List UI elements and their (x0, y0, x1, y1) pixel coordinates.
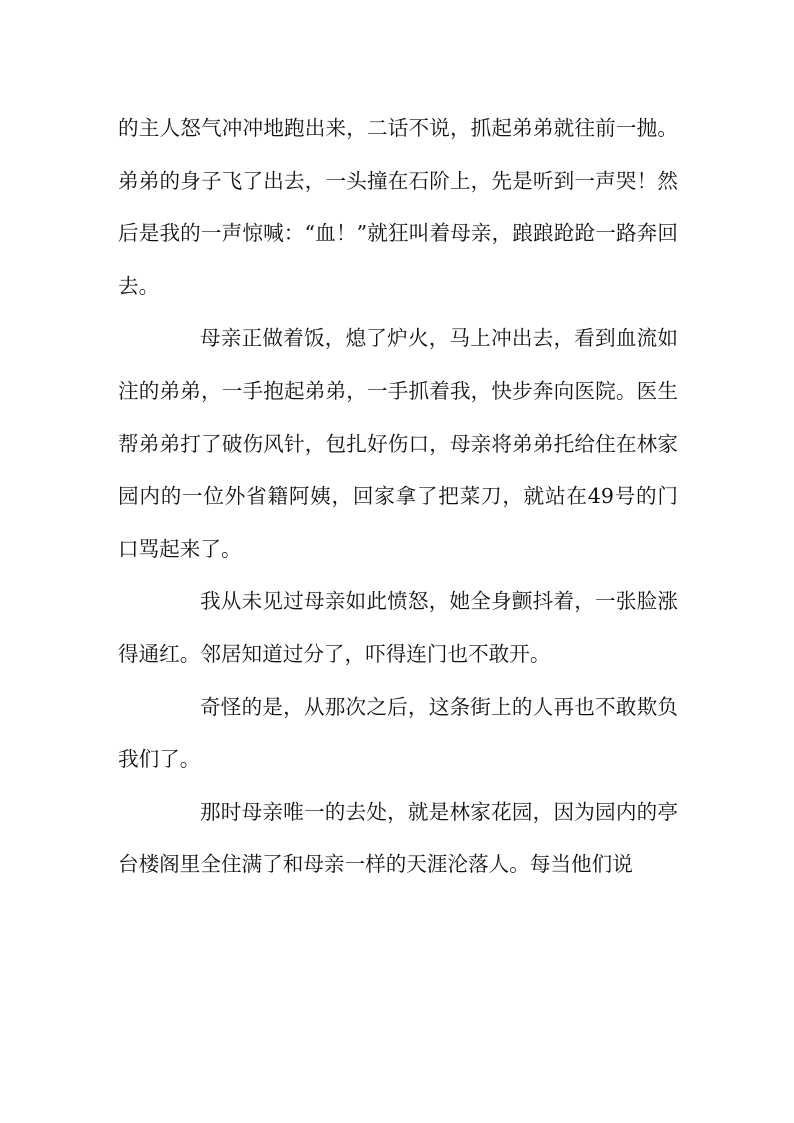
paragraph-4: 奇怪的是，从那次之后，这条街上的人再也不敢欺负我们了。 (118, 694, 678, 772)
paragraph-2: 母亲正做着饭，熄了炉火，马上冲出去，看到血流如注的弟弟，一手抱起弟弟，一手抓着我，快步奔向医院。医生帮弟弟打了破伤风针，包扎好伤口，母亲将弟弟托给住在林家园内的一位外省籍阿姨，回家拿了把菜刀，就站在49号的门口骂起来了。 (118, 326, 678, 561)
document-page (118, 102, 678, 891)
paragraph-3: 我从未见过母亲如此愤怒，她全身颤抖着，一张脸涨得通红。邻居知道过分了，吓得连门也不敢开。 (118, 589, 678, 666)
paragraph-1: 的主人怒气冲冲地跑出来，二话不说，抓起弟弟就往前一抛。弟弟的身子飞了出去，一头撞在石阶上，先是听到一声哭！然后是我的一声惊喊：“血！”就狂叫着母亲，踉踉跄跄一路奔回去。 (118, 116, 678, 298)
paragraph-5: 那时母亲唯一的去处，就是林家花园，因为园内的亭台楼阁里全住满了和母亲一样的天涯沦落人。每当他们说 (118, 799, 678, 877)
